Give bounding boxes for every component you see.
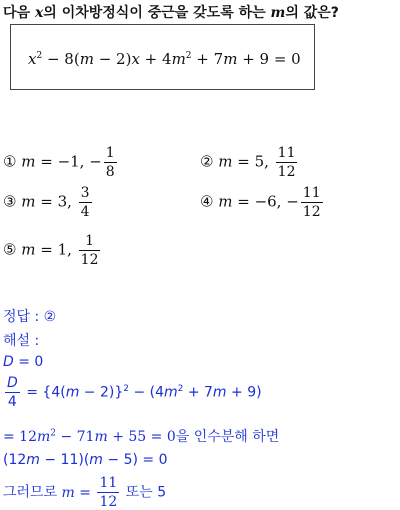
option-2[interactable]: ② m = 5, $\frac{11}{12}$ bbox=[200, 145, 296, 180]
option-4[interactable]: ④ m = −6, − $\frac{11}{12}$ bbox=[200, 185, 321, 220]
equation: $x^2 - 8(m - 2)x + 4m^2 + 7m + 9 = 0$ bbox=[28, 50, 301, 68]
option-5[interactable]: ⑤ m = 1, $\frac{1}{12}$ bbox=[3, 233, 99, 268]
solution-line-1: D = 0 bbox=[3, 354, 44, 370]
solution-line-4: (12m − 11)(m − 5) = 0 bbox=[3, 452, 168, 468]
option-1[interactable]: ① m = −1, − $\frac{1}{8}$ bbox=[3, 145, 115, 180]
question-text: 다음 x의 이차방정식이 중근을 갖도록 하는 m의 값은? bbox=[3, 5, 339, 21]
solution-line-3: = $12m^2 - 71m + 55 = 0$을 인수분해 하면 bbox=[3, 428, 280, 445]
option-3[interactable]: ③ m = 3, $\frac{3}{4}$ bbox=[3, 185, 90, 220]
solution-line-2: $\frac{D}{4}$ = $\{4(m - 2)\}^2 - (4m^2 + 7m + 9)$ bbox=[7, 375, 262, 410]
explanation-label: 해설 : bbox=[3, 333, 40, 349]
answer-line: 정답 : ② bbox=[3, 309, 57, 325]
solution-line-5: 그러므로 m = $\frac{11}{12}$ 또는 5 bbox=[3, 475, 167, 510]
answer-value: ② bbox=[43, 309, 57, 325]
